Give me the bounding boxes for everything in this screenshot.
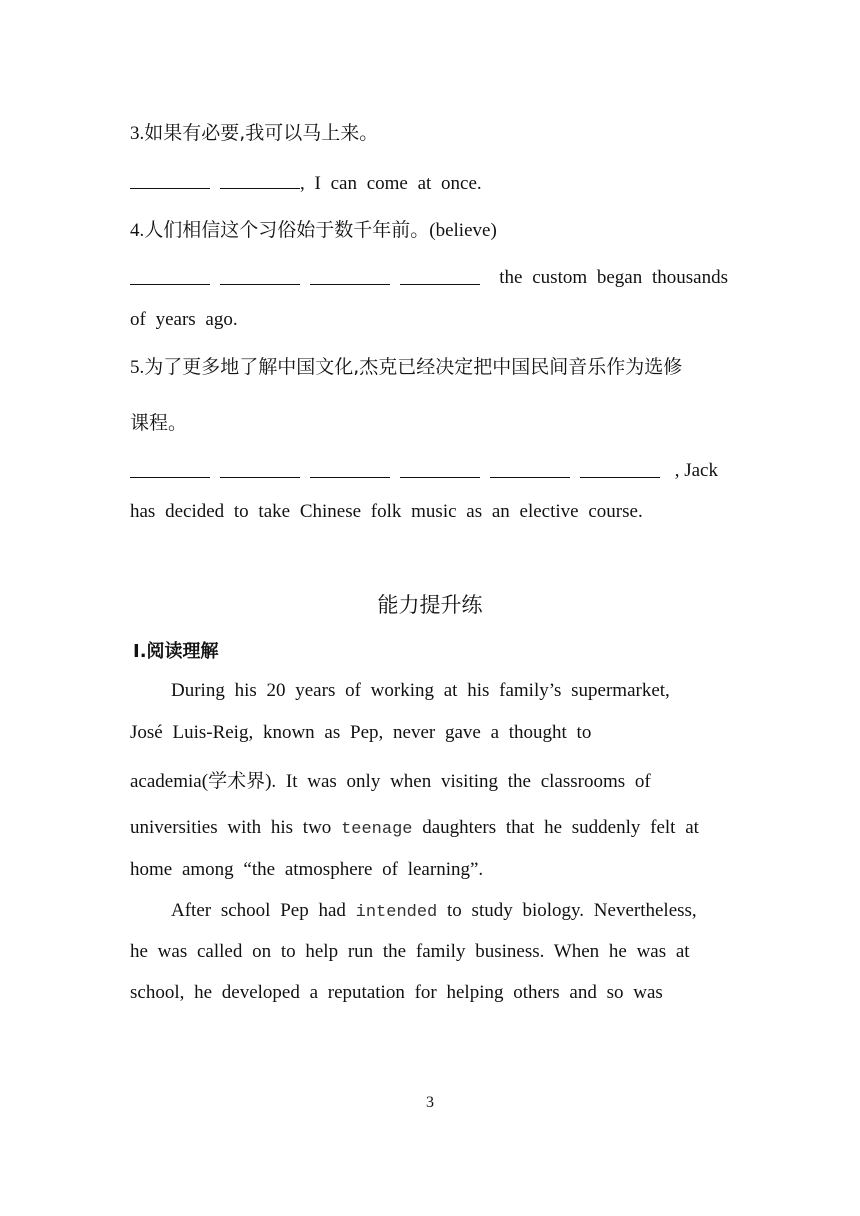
passage-text: universities with his two: [130, 817, 342, 838]
passage-line: During his 20 years of working at his family’s supermarket,: [171, 680, 670, 701]
passage-line: [130, 816, 699, 842]
answer-blank[interactable]: [490, 459, 570, 478]
passage-text: After school Pep had: [171, 900, 356, 921]
passage-line: home among “the atmosphere of learning”.: [130, 859, 484, 880]
passage-text: ). It was only when visiting the classrooms of: [265, 771, 651, 792]
highlighted-word: teenage: [341, 820, 413, 839]
passage-text: daughters that he suddenly felt at: [412, 817, 699, 838]
answer-blank[interactable]: [220, 266, 300, 285]
q4-number: 4.: [130, 220, 145, 241]
answer-blank[interactable]: [400, 459, 480, 478]
answer-blank[interactable]: [400, 266, 480, 285]
answer-blank[interactable]: [310, 459, 390, 478]
answer-blank[interactable]: [220, 459, 300, 478]
passage-line: [130, 769, 651, 794]
q5-answer-text: , Jack: [674, 460, 718, 481]
gloss-chinese: 学术界: [208, 770, 266, 792]
q5-number: 5.: [130, 357, 145, 378]
answer-blank[interactable]: [130, 266, 210, 285]
q4-answer-line-2: of years ago.: [130, 309, 238, 330]
answer-blank[interactable]: [130, 170, 210, 189]
passage-line: he was called on to help run the family business. When he was at: [130, 941, 690, 962]
passage-text: to study biology. Nevertheless,: [437, 900, 697, 921]
q3-answer-line: [130, 170, 482, 196]
passage-line: school, he developed a reputation for helping others and so was: [130, 982, 663, 1003]
q3-prompt: [130, 121, 378, 146]
q4-hint: (believe): [429, 220, 497, 241]
q3-chinese-text: 如果有必要,我可以马上来。: [144, 122, 379, 144]
q5-answer-line-1: [130, 459, 718, 485]
answer-blank[interactable]: [130, 459, 210, 478]
answer-blank[interactable]: [220, 170, 300, 189]
q4-answer-line-1: [130, 266, 728, 292]
q3-answer-text: , I can come at once.: [300, 173, 482, 194]
section-subheading: Ⅰ.阅读理解: [133, 641, 219, 662]
page-number: 3: [426, 1094, 434, 1111]
section-title: 能力提升练: [377, 593, 483, 617]
q5-answer-line-2: has decided to take Chinese folk music as an elective course.: [130, 501, 643, 522]
highlighted-word: intended: [355, 903, 438, 922]
q5-prompt-line-1: [130, 355, 682, 380]
passage-line: José Luis-Reig, known as Pep, never gave a thought to: [130, 722, 592, 743]
passage-text: academia(: [130, 771, 209, 792]
q5-prompt-line-2: 课程。: [130, 412, 188, 434]
passage-line: [171, 899, 697, 925]
q4-chinese-text: 人们相信这个习俗始于数千年前。: [144, 219, 430, 241]
q3-number: 3.: [130, 123, 145, 144]
answer-blank[interactable]: [310, 266, 390, 285]
q4-answer-text: the custom began thousands: [499, 267, 728, 288]
answer-blank[interactable]: [580, 459, 660, 478]
q5-chinese-text: 为了更多地了解中国文化,杰克已经决定把中国民间音乐作为选修: [144, 356, 683, 378]
q4-prompt: [130, 218, 497, 243]
